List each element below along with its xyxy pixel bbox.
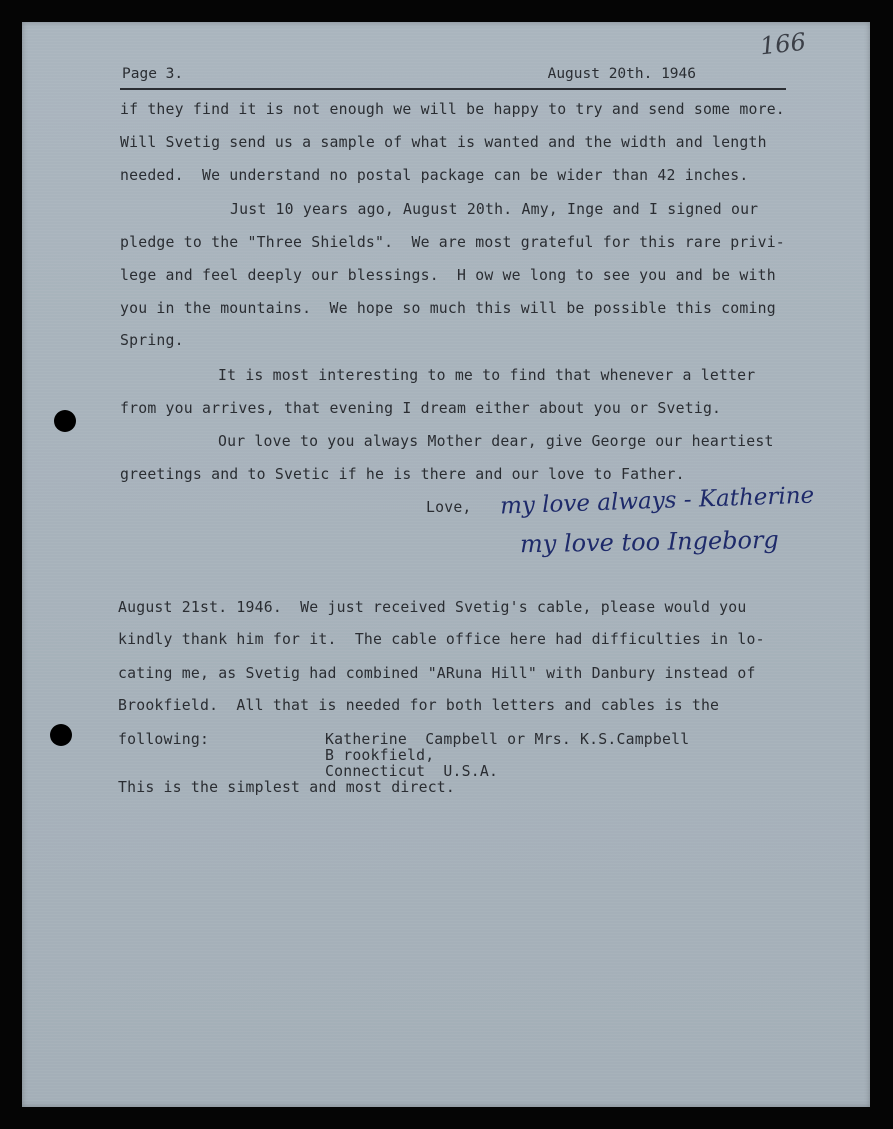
postscript-line: following:: [118, 731, 210, 748]
address-line: Connecticut U.S.A.: [325, 763, 499, 780]
closing-salutation: Love,: [426, 499, 472, 516]
body-line: lege and feel deeply our blessings. H ow we long to see you and be with: [120, 267, 776, 284]
postscript-line: cating me, as Svetig had combined "ARuna Hill" with Danbury instead of: [118, 665, 756, 682]
body-line: Spring.: [120, 332, 184, 349]
body-line: greetings and to Svetic if he is there and our love to Father.: [120, 466, 685, 483]
body-line: from you arrives, that evening I dream either about you or Svetig.: [120, 400, 722, 417]
postscript-line: Brookfield. All that is needed for both letters and cables is the: [118, 697, 720, 714]
address-line: Katherine Campbell or Mrs. K.S.Campbell: [325, 731, 690, 748]
handwritten-signature-ingeborg: my love too Ingeborg: [519, 525, 780, 559]
body-line: Just 10 years ago, August 20th. Amy, Inge and I signed our: [230, 201, 759, 218]
postscript-line: August 21st. 1946. We just received Svetig's cable, please would you: [118, 599, 747, 616]
postscript-line: kindly thank him for it. The cable office here had difficulties in lo-: [118, 631, 765, 648]
address-line: B rookfield,: [325, 747, 435, 764]
body-line: Our love to you always Mother dear, give George our heartiest: [218, 433, 774, 450]
archive-number: 166: [758, 27, 808, 61]
body-line: Will Svetig send us a sample of what is wanted and the width and length: [120, 134, 767, 151]
letter-date: August 20th. 1946: [547, 66, 696, 82]
body-line: It is most interesting to me to find that whenever a letter: [218, 367, 756, 384]
body-line: pledge to the "Three Shields". We are most grateful for this rare privi-: [120, 234, 785, 251]
body-line: you in the mountains. We hope so much this will be possible this coming: [120, 300, 776, 317]
letter-page: [22, 22, 870, 1107]
punch-hole-bottom: [50, 724, 72, 746]
punch-hole-top: [54, 410, 76, 432]
body-line: needed. We understand no postal package can be wider than 42 inches.: [120, 167, 749, 184]
page-header: [120, 64, 786, 90]
page-number: Page 3.: [122, 66, 184, 82]
final-line: This is the simplest and most direct.: [118, 779, 456, 796]
body-line: if they find it is not enough we will be happy to try and send some more.: [120, 101, 785, 118]
handwritten-signature-katherine: my love always - Katherine: [499, 482, 815, 520]
